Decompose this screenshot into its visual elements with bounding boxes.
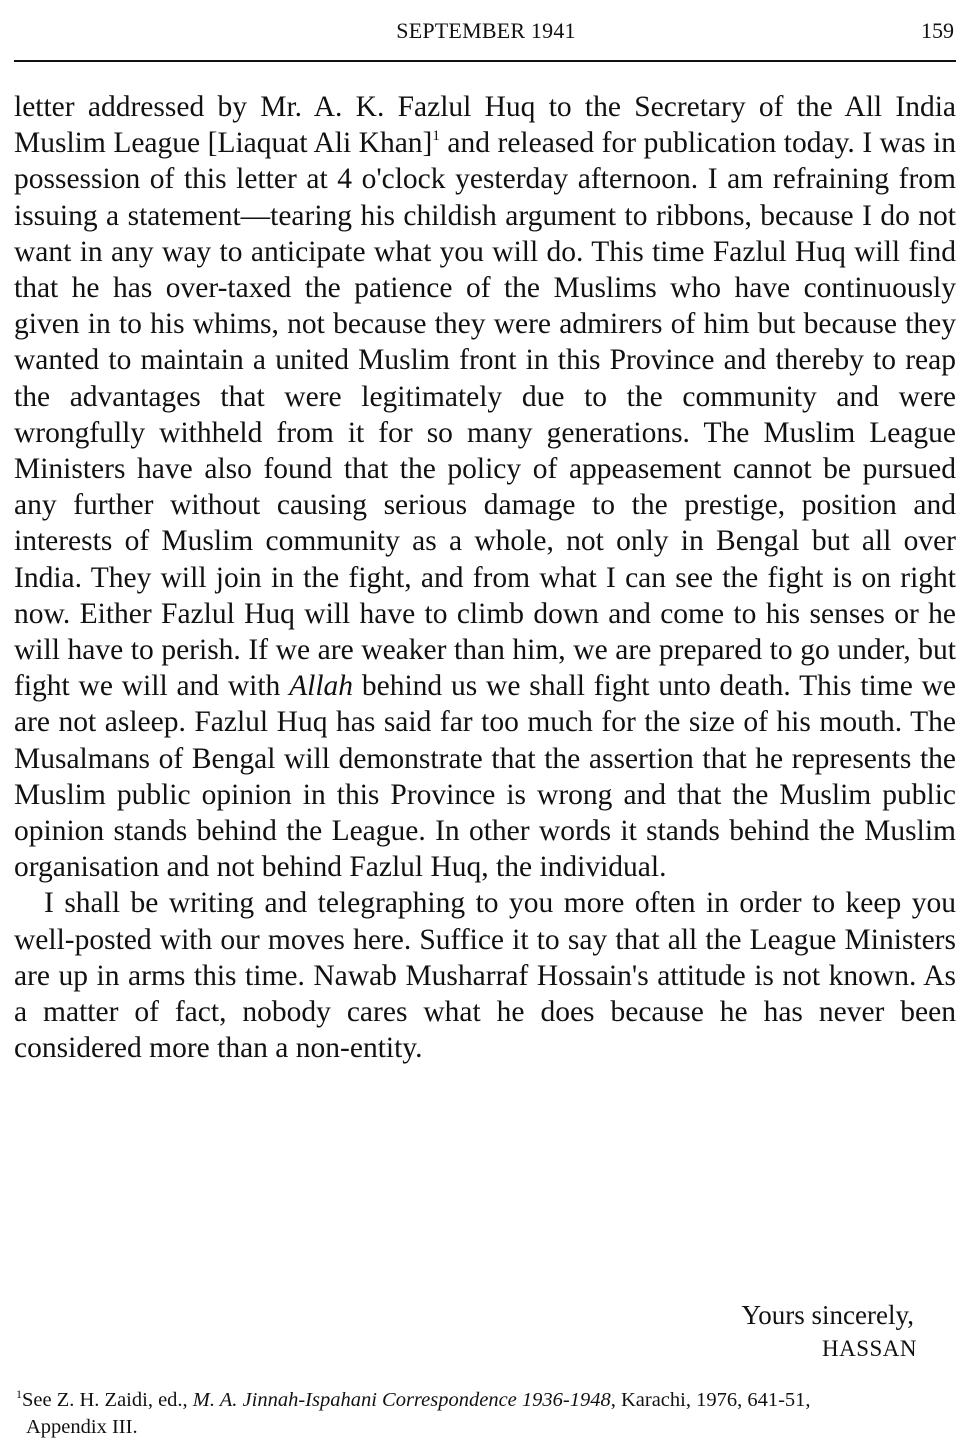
running-head (16, 14, 956, 48)
paragraph-1-text-c: behind us we shall fight unto death. This time we are not asleep. Fazlul Huq has said far too much for the size of his mouth. The Musalmans of Bengal will demonstrate that the assertion that he represents the Muslim public opinion in this Province is wrong and that the Muslim public opinion stands behind the League. In other words it stands behind the Muslim organisation and not behind Fazlul Huq, the individual. (14, 670, 956, 884)
page-number: 159 (921, 18, 954, 43)
running-title: SEPTEMBER 1941 (396, 18, 576, 43)
italic-word: Allah (289, 670, 354, 703)
paragraph-2: I shall be writing and telegraphing to you more often in order to keep you well-posted with our moves here. Suffice it to say that all the League Ministers are up in arms this time. Nawab Musharraf Hossain's attitude is not known. As a matter of fact, nobody cares what he does because he has never been considered more than a non-entity. (14, 887, 956, 1065)
letter-body (14, 89, 956, 1066)
letter-closing (742, 1298, 915, 1366)
paragraph-1-text-a: letter addressed by Mr. A. K. Fazlul Huq to the Secretary of the All India Muslim League [Liaquat Ali Khan] (14, 91, 956, 160)
paragraph-1 (14, 89, 956, 885)
footnote-book-title: M. A. Jinnah-Ispahani Correspondence 1936-1948 (192, 1389, 611, 1411)
footnote-marker: 1 (16, 1387, 22, 1401)
valediction: Yours sincerely, (741, 1300, 914, 1330)
footnote (16, 1387, 956, 1441)
footnote-reference: 1 (432, 128, 440, 145)
signature-name: HASSAN (821, 1336, 917, 1361)
footnote-line-2: Appendix III. (26, 1416, 138, 1438)
paragraph-1-text-b: and released for publication today. I was in possession of this letter at 4 o'clock yesterday afternoon. I am refraining from issuing a statement—tearing his childish argument to ribbons, because I do not want in any way to anticipate what you will do. This time Fazlul Huq will find that he has over-taxed the patience of the Muslims who have continuously given in to his whims, not because they were admirers of him but because they wanted to maintain a united Muslim front in this Province and thereby to reap the advantages that were legitimately due to the community and were wrongfully withheld from it for so many generations. The Muslim League Ministers have also found that the policy of appeasement cannot be pursued any further without causing serious damage to the prestige, position and interests of Muslim community as a whole, not only in Bengal but all over India. They will join in the fight, and from what I can see the fight is on right now. Either Fazlul Huq will have to climb down and come to his senses or he will have to perish. If we are weaker than him, we are prepared to go under, but fight we will and with (14, 127, 957, 703)
footnote-text-a: See Z. H. Zaidi, ed., (22, 1389, 193, 1411)
header-rule (14, 60, 956, 62)
footnote-text-b: , Karachi, 1976, 641-51, (610, 1389, 811, 1411)
